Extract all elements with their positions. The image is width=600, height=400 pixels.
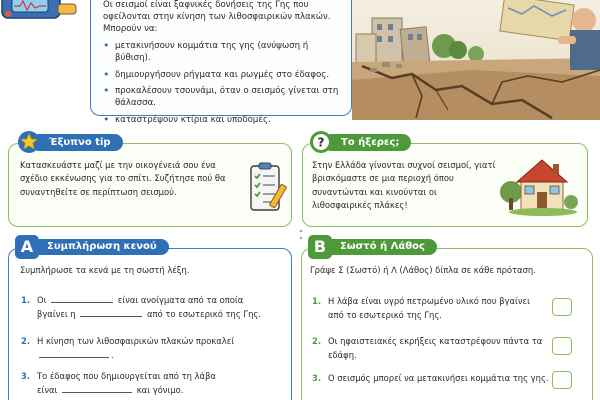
statement-text: Η λάβα είναι υγρό πετρωμένο υλικό που βγαίνει από το εσωτερικό της Γης.	[328, 296, 530, 320]
fill-question-3	[21, 370, 283, 397]
smart-tip-header	[17, 130, 123, 154]
question-text: .	[111, 349, 114, 360]
info-bullet: • καταστρέψουν κτίρια και υποδομές.	[103, 114, 343, 126]
svg-text:?: ?	[317, 135, 325, 150]
did-you-know-title: Το ήξερες;	[323, 134, 411, 151]
true-false-exercise	[301, 237, 593, 400]
answer-blank[interactable]	[51, 294, 113, 303]
fill-blank-instruction: Συμπλήρωσε τα κενά με τη σωστή λέξη.	[20, 265, 190, 275]
checklist-icon	[247, 162, 287, 216]
house-icon	[499, 152, 579, 218]
statement-number: 1.	[312, 296, 322, 306]
earthquake-info-box	[90, 0, 352, 126]
answer-box-3[interactable]	[552, 371, 572, 389]
earthquake-damage-illustration	[352, 0, 600, 120]
question-text: είναι	[37, 384, 58, 395]
tf-statement-1	[312, 295, 544, 322]
seismograph-device-illustration	[0, 0, 84, 22]
did-you-know-box	[302, 135, 588, 227]
did-you-know-text: Στην Ελλάδα γίνονται συχνοί σεισμοί, γιατί βρισκόμαστε σε μια περιοχή όπου συναντώνται και κινούνται οι λιθοσφαιρικές πλάκες!	[312, 160, 496, 210]
question-text: και γόνιμο.	[136, 384, 184, 395]
question-text: Οι	[37, 295, 47, 305]
statement-number: 2.	[312, 336, 322, 346]
fill-question-2	[21, 335, 283, 362]
info-bullet: • μετακινήσουν κομμάτια της γης (ανύψωση ή βύθιση).	[103, 40, 343, 64]
question-icon	[309, 130, 333, 154]
answer-box-1[interactable]	[552, 298, 572, 316]
info-bullet: • προκαλέσουν τσουνάμι, όταν ο σεισμός γίνεται στη θάλασσα.	[103, 85, 343, 109]
smart-tip-title: Έξυπνο tip	[31, 134, 123, 151]
star-icon	[17, 130, 41, 154]
fill-blank-title: Συμπλήρωση κενού	[33, 239, 169, 255]
answer-box-2[interactable]	[552, 337, 572, 355]
true-false-title: Σωστό ή Λάθος	[326, 239, 437, 255]
info-bullet-list	[103, 40, 343, 127]
true-false-header	[308, 234, 437, 260]
true-false-instruction: Γράψε Σ (Σωστό) ή Λ (Λάθος) δίπλα σε κάθε πρόταση.	[310, 265, 536, 275]
smart-tip-box	[8, 136, 292, 227]
section-letter-b: B	[308, 235, 332, 259]
fill-question-1	[21, 294, 283, 321]
statement-number: 3.	[312, 373, 322, 383]
answer-blank[interactable]	[39, 349, 109, 358]
question-number: 2.	[21, 336, 31, 346]
fill-blank-exercise	[8, 237, 292, 400]
statement-text: Ο σεισμός μπορεί να μετακινήσει κομμάτια της γης.	[328, 373, 549, 383]
answer-blank[interactable]	[80, 308, 142, 317]
did-you-know-header	[309, 130, 411, 154]
question-text: Το έδαφος που δημιουργείται από τη λάβα	[37, 371, 216, 381]
question-number: 1.	[21, 295, 31, 305]
smart-tip-text: Κατασκευάστε μαζί με την οικογένειά σου ένα σχέδιο εκκένωσης για το σπίτι. Συζήτησε πού θα συναντηθείτε σε περίπτωση σεισμού.	[20, 160, 226, 197]
tf-statement-3	[312, 372, 552, 386]
question-number: 3.	[21, 371, 31, 381]
section-letter-a: A	[15, 235, 39, 259]
question-text: είναι ανοίγματα από τα οποία	[117, 295, 244, 305]
question-text: βγαίνει η	[37, 308, 76, 319]
tf-statement-2	[312, 335, 544, 362]
fill-blank-header	[15, 234, 169, 260]
statement-text: Οι ηφαιστειακές εκρήξεις καταστρέφουν πάντα τα εδάφη.	[328, 336, 543, 360]
answer-blank[interactable]	[62, 384, 132, 393]
question-text: Η κίνηση των λιθοσφαιρικών πλακών προκαλεί	[37, 336, 235, 346]
info-bullet: • δημιουργήσουν ρήγματα και ρωγμές στο έδαφος.	[103, 69, 343, 81]
question-text: από το εσωτερικό της Γης.	[147, 308, 261, 319]
info-intro: Οι σεισμοί είναι ξαφνικές δονήσεις της Γης που οφείλονται στην κίνηση των λιθοσφαιρικών πλακών. Μπορούν να:	[103, 0, 331, 35]
